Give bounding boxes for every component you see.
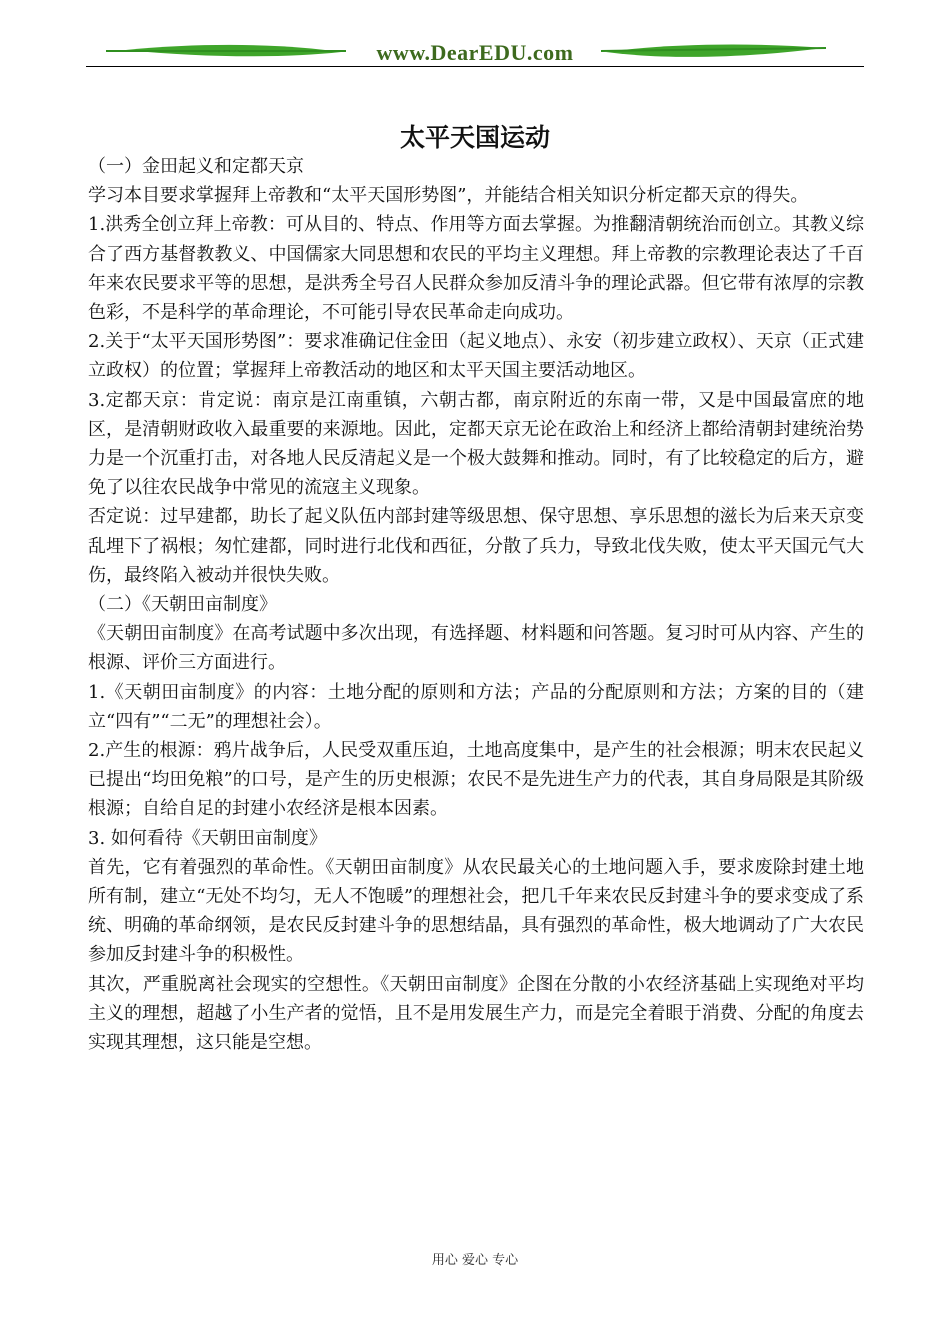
page-footer: 用心 爱心 专心: [431, 1253, 519, 1268]
paragraph: 首先，它有着强烈的革命性。《天朝田亩制度》从农民最关心的土地问题入手，要求废除封建土地所有制，建立“无处不均匀，无人不饱暖”的理想社会，把几千年来农民反封建斗争的要求变成了系统、明确的革命纲领，是农民反封建斗争的思想结晶，具有强烈的革命性，极大地调动了广大农民参加反封建斗争的积极性。: [88, 856, 864, 966]
section-heading-2: （二）《天朝田亩制度》: [88, 594, 277, 616]
header-divider: [86, 66, 864, 67]
document-body: [88, 152, 864, 1057]
paragraph: 1.《天朝田亩制度》的内容：土地分配的原则和方法；产品的分配原则和方法；方案的目的（建立“四有”“二无”的理想社会）。: [88, 681, 864, 732]
paragraph: 其次，严重脱离社会现实的空想性。《天朝田亩制度》企图在分散的小农经济基础上实现绝对平均主义的理想，超越了小生产者的觉悟，且不是用发展生产力，而是完全着眼于消费、分配的角度去实现其理想，这只能是空想。: [88, 973, 864, 1054]
paragraph: 《天朝田亩制度》在高考试题中多次出现，有选择题、材料题和问答题。复习时可从内容、产生的根源、评价三方面进行。: [88, 623, 864, 674]
paragraph: 学习本目要求掌握拜上帝教和“太平天国形势图”，并能结合相关知识分析定都天京的得失。: [88, 185, 809, 207]
site-url: www.DearEDU.com: [376, 40, 574, 65]
site-header-banner: [86, 36, 864, 68]
section-heading-1: （一）金田起义和定都天京: [88, 156, 304, 177]
paragraph: 2.关于“太平天国形势图”：要求准确记住金田（起义地点）、永安（初步建立政权）、天京（正式建立政权）的位置；掌握拜上帝教活动的地区和太平天国主要活动地区。: [88, 331, 864, 382]
paragraph: 3.定都天京：肯定说：南京是江南重镇，六朝古都，南京附近的东南一带，又是中国最富庶的地区，是清朝财政收入最重要的来源地。因此，定都天京无论在政治上和经济上都给清朝封建统治势力是一个沉重打击，对各地人民反清起义是一个极大鼓舞和推动。同时，有了比较稳定的后方，避免了以往农民战争中常见的流寇主义现象。: [88, 389, 864, 499]
paragraph: 否定说：过早建都，助长了起义队伍内部封建等级思想、保守思想、享乐思想的滋长为后来天京变乱埋下了祸根；匆忙建都，同时进行北伐和西征，分散了兵力，导致北伐失败，使太平天国元气大伤，最终陷入被动并很快失败。: [88, 506, 864, 586]
paragraph: 3. 如何看待《天朝田亩制度》: [88, 827, 327, 849]
paragraph: 2.产生的根源：鸦片战争后，人民受双重压迫，土地高度集中，是产生的社会根源；明末农民起义已提出“均田免粮”的口号，是产生的历史根源；农民不是先进生产力的代表，其自身局限是其阶级根源；自给自足的封建小农经济是根本因素。: [88, 740, 864, 820]
paragraph: 1.洪秀全创立拜上帝教：可从目的、特点、作用等方面去掌握。为推翻清朝统治而创立。其教义综合了西方基督教教义、中国儒家大同思想和农民的平均主义理想。拜上帝教的宗教理论表达了千百年来农民要求平等的思想，是洪秀全号召人民群众参加反清斗争的理论武器。但它带有浓厚的宗教色彩，不是科学的革命理论，不可能引导农民革命走向成功。: [88, 214, 864, 324]
page-title: 太平天国运动: [399, 123, 550, 152]
